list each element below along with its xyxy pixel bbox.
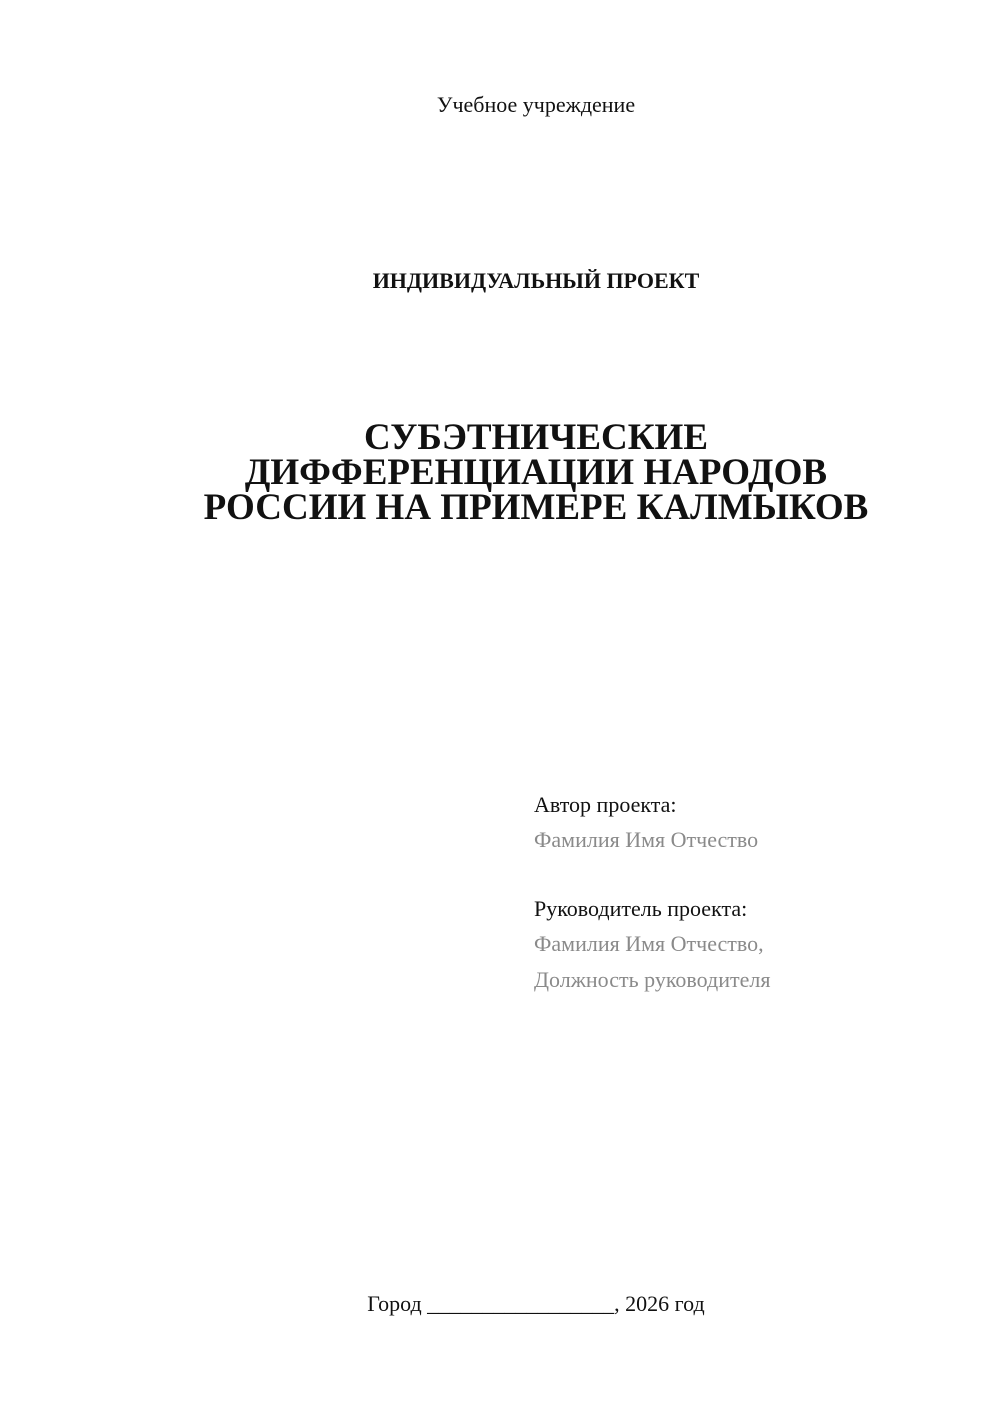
- institution-name: Учебное учреждение: [436, 92, 636, 117]
- credits-block: [534, 788, 974, 998]
- supervisor-name: Фамилия Имя Отчество,: [534, 931, 764, 956]
- city-year-line: Город _________________, 2026 год: [367, 1291, 705, 1316]
- title-line: СУБЭТНИЧЕСКИЕ: [363, 417, 709, 458]
- credits-spacer: [534, 858, 974, 892]
- author-label: Автор проекта:: [534, 792, 677, 817]
- document-title: [150, 417, 922, 528]
- document-type: ИНДИВИДУАЛЬНЫЙ ПРОЕКТ: [372, 268, 700, 293]
- supervisor-position: Должность руководителя: [534, 967, 771, 992]
- author-name: Фамилия Имя Отчество: [534, 827, 759, 852]
- title-line: РОССИИ НА ПРИМЕРЕ КАЛМЫКОВ: [203, 487, 869, 528]
- title-line: ДИФФЕРЕНЦИАЦИИ НАРОДОВ: [244, 452, 828, 493]
- supervisor-label: Руководитель проекта:: [534, 896, 748, 921]
